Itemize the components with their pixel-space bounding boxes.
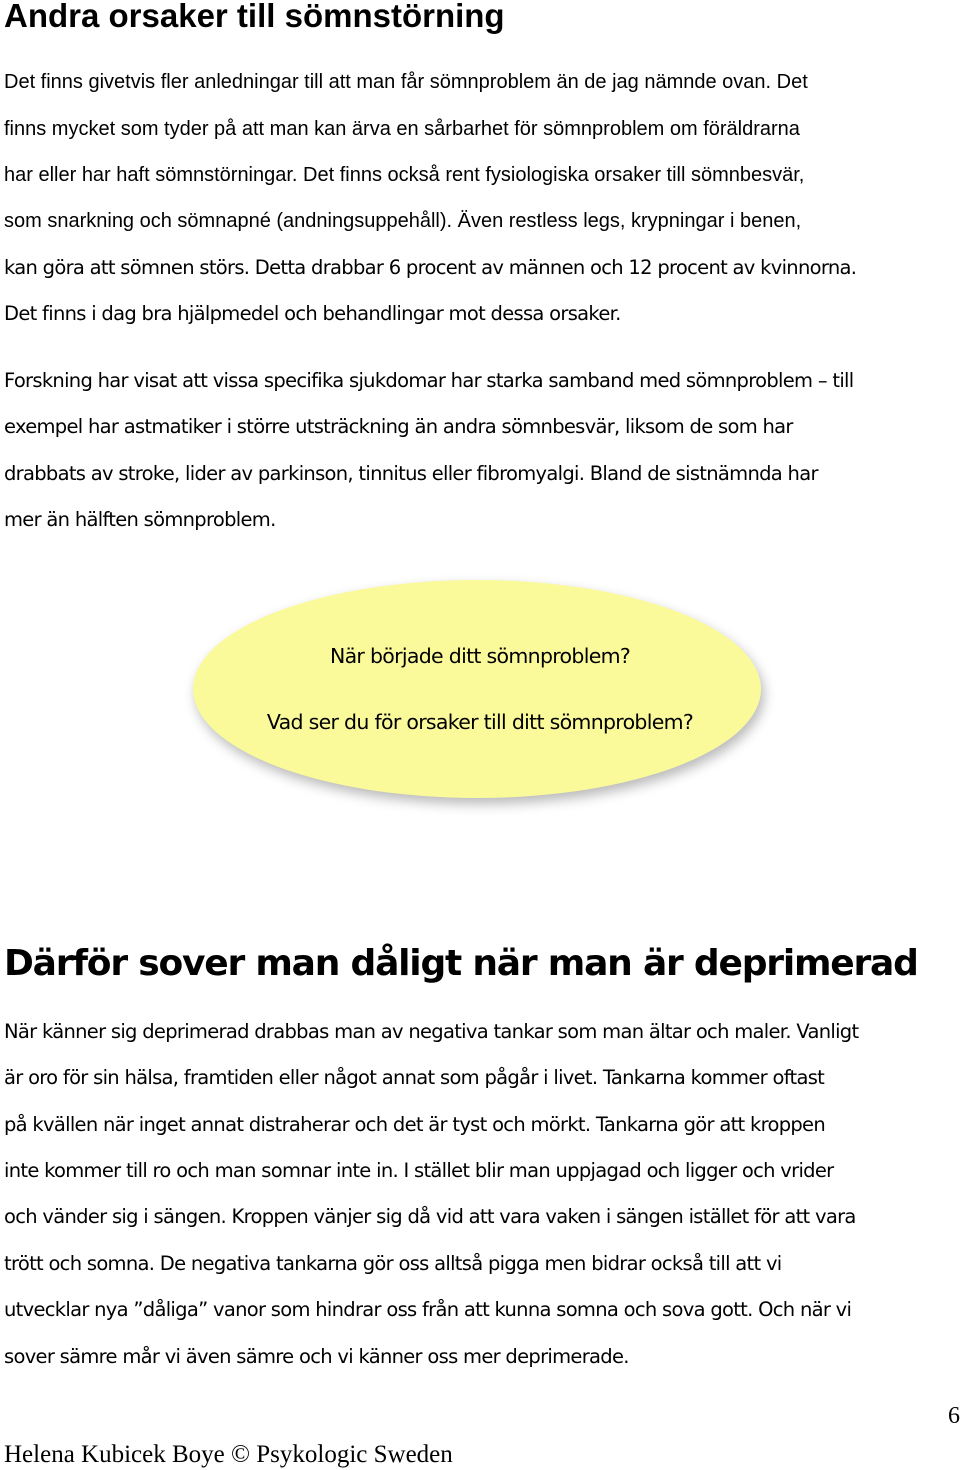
paragraph-line: har eller har haft sömnstörningar. Det finns också rent fysiologiska orsaker till sömnbesvär, — [4, 164, 805, 186]
paragraph-line: inte kommer till ro och man somnar inte in. I stället blir man uppjagad och ligger och vrider — [4, 1159, 834, 1182]
paragraph-line: mer än hälften sömnproblem. — [4, 508, 276, 531]
paragraph-line: Det finns i dag bra hjälpmedel och behandlingar mot dessa orsaker. — [4, 302, 621, 325]
paragraph-line: sover sämre mår vi även sämre och vi känner oss mer deprimerade. — [4, 1345, 629, 1368]
paragraph-line: Forskning har visat att vissa specifika sjukdomar har starka samband med sömnproblem – till — [4, 369, 854, 392]
paragraph-line: som snarkning och sömnapné (andningsuppehåll). Även restless legs, krypningar i benen, — [4, 210, 802, 232]
paragraph-line: och vänder sig i sängen. Kroppen vänjer sig då vid att vara vaken i sängen istället för att vara — [4, 1205, 856, 1228]
section-title-andra-orsaker: Andra orsaker till sömnstörning — [4, 0, 505, 34]
paragraph-line: på kvällen när inget annat distraherar och det är tyst och mörkt. Tankarna gör att kroppen — [4, 1113, 826, 1136]
paragraph-line: kan göra att sömnen störs. Detta drabbar 6 procent av männen och 12 procent av kvinnorna. — [4, 256, 857, 279]
footer-copyright: Helena Kubicek Boye © Psykologic Sweden — [4, 1441, 453, 1468]
callout-question-2: Vad ser du för orsaker till ditt sömnproblem? — [266, 710, 694, 734]
paragraph-line: trött och somna. De negativa tankarna gör oss alltså pigga men bidrar också till att vi — [4, 1252, 782, 1275]
paragraph-line: finns mycket som tyder på att man kan ärva en sårbarhet för sömnproblem om föräldrarna — [4, 118, 800, 140]
callout-question-1: När började ditt sömnproblem? — [329, 644, 631, 668]
paragraph-line: Det finns givetvis fler anledningar till att man får sömnproblem än de jag nämnde ovan. Det — [4, 71, 808, 93]
page-number: 6 — [948, 1403, 960, 1429]
section-title-deprimerad: Därför sover man dåligt när man är deprimerad — [4, 943, 918, 984]
paragraph-line: utvecklar nya ”dåliga” vanor som hindrar oss från att kunna somna och sova gott. Och när vi — [4, 1298, 852, 1321]
paragraph-line: exempel har astmatiker i större utsträckning än andra sömnbesvär, liksom de som har — [4, 415, 793, 438]
question-callout-oval — [193, 580, 761, 798]
paragraph-line: är oro för sin hälsa, framtiden eller något annat som pågår i livet. Tankarna kommer oftast — [4, 1066, 825, 1089]
paragraph-line: När känner sig deprimerad drabbas man av negativa tankar som man ältar och maler. Vanligt — [4, 1020, 859, 1043]
paragraph-line: drabbats av stroke, lider av parkinson, tinnitus eller fibromyalgi. Bland de sistnämnda har — [4, 462, 818, 485]
